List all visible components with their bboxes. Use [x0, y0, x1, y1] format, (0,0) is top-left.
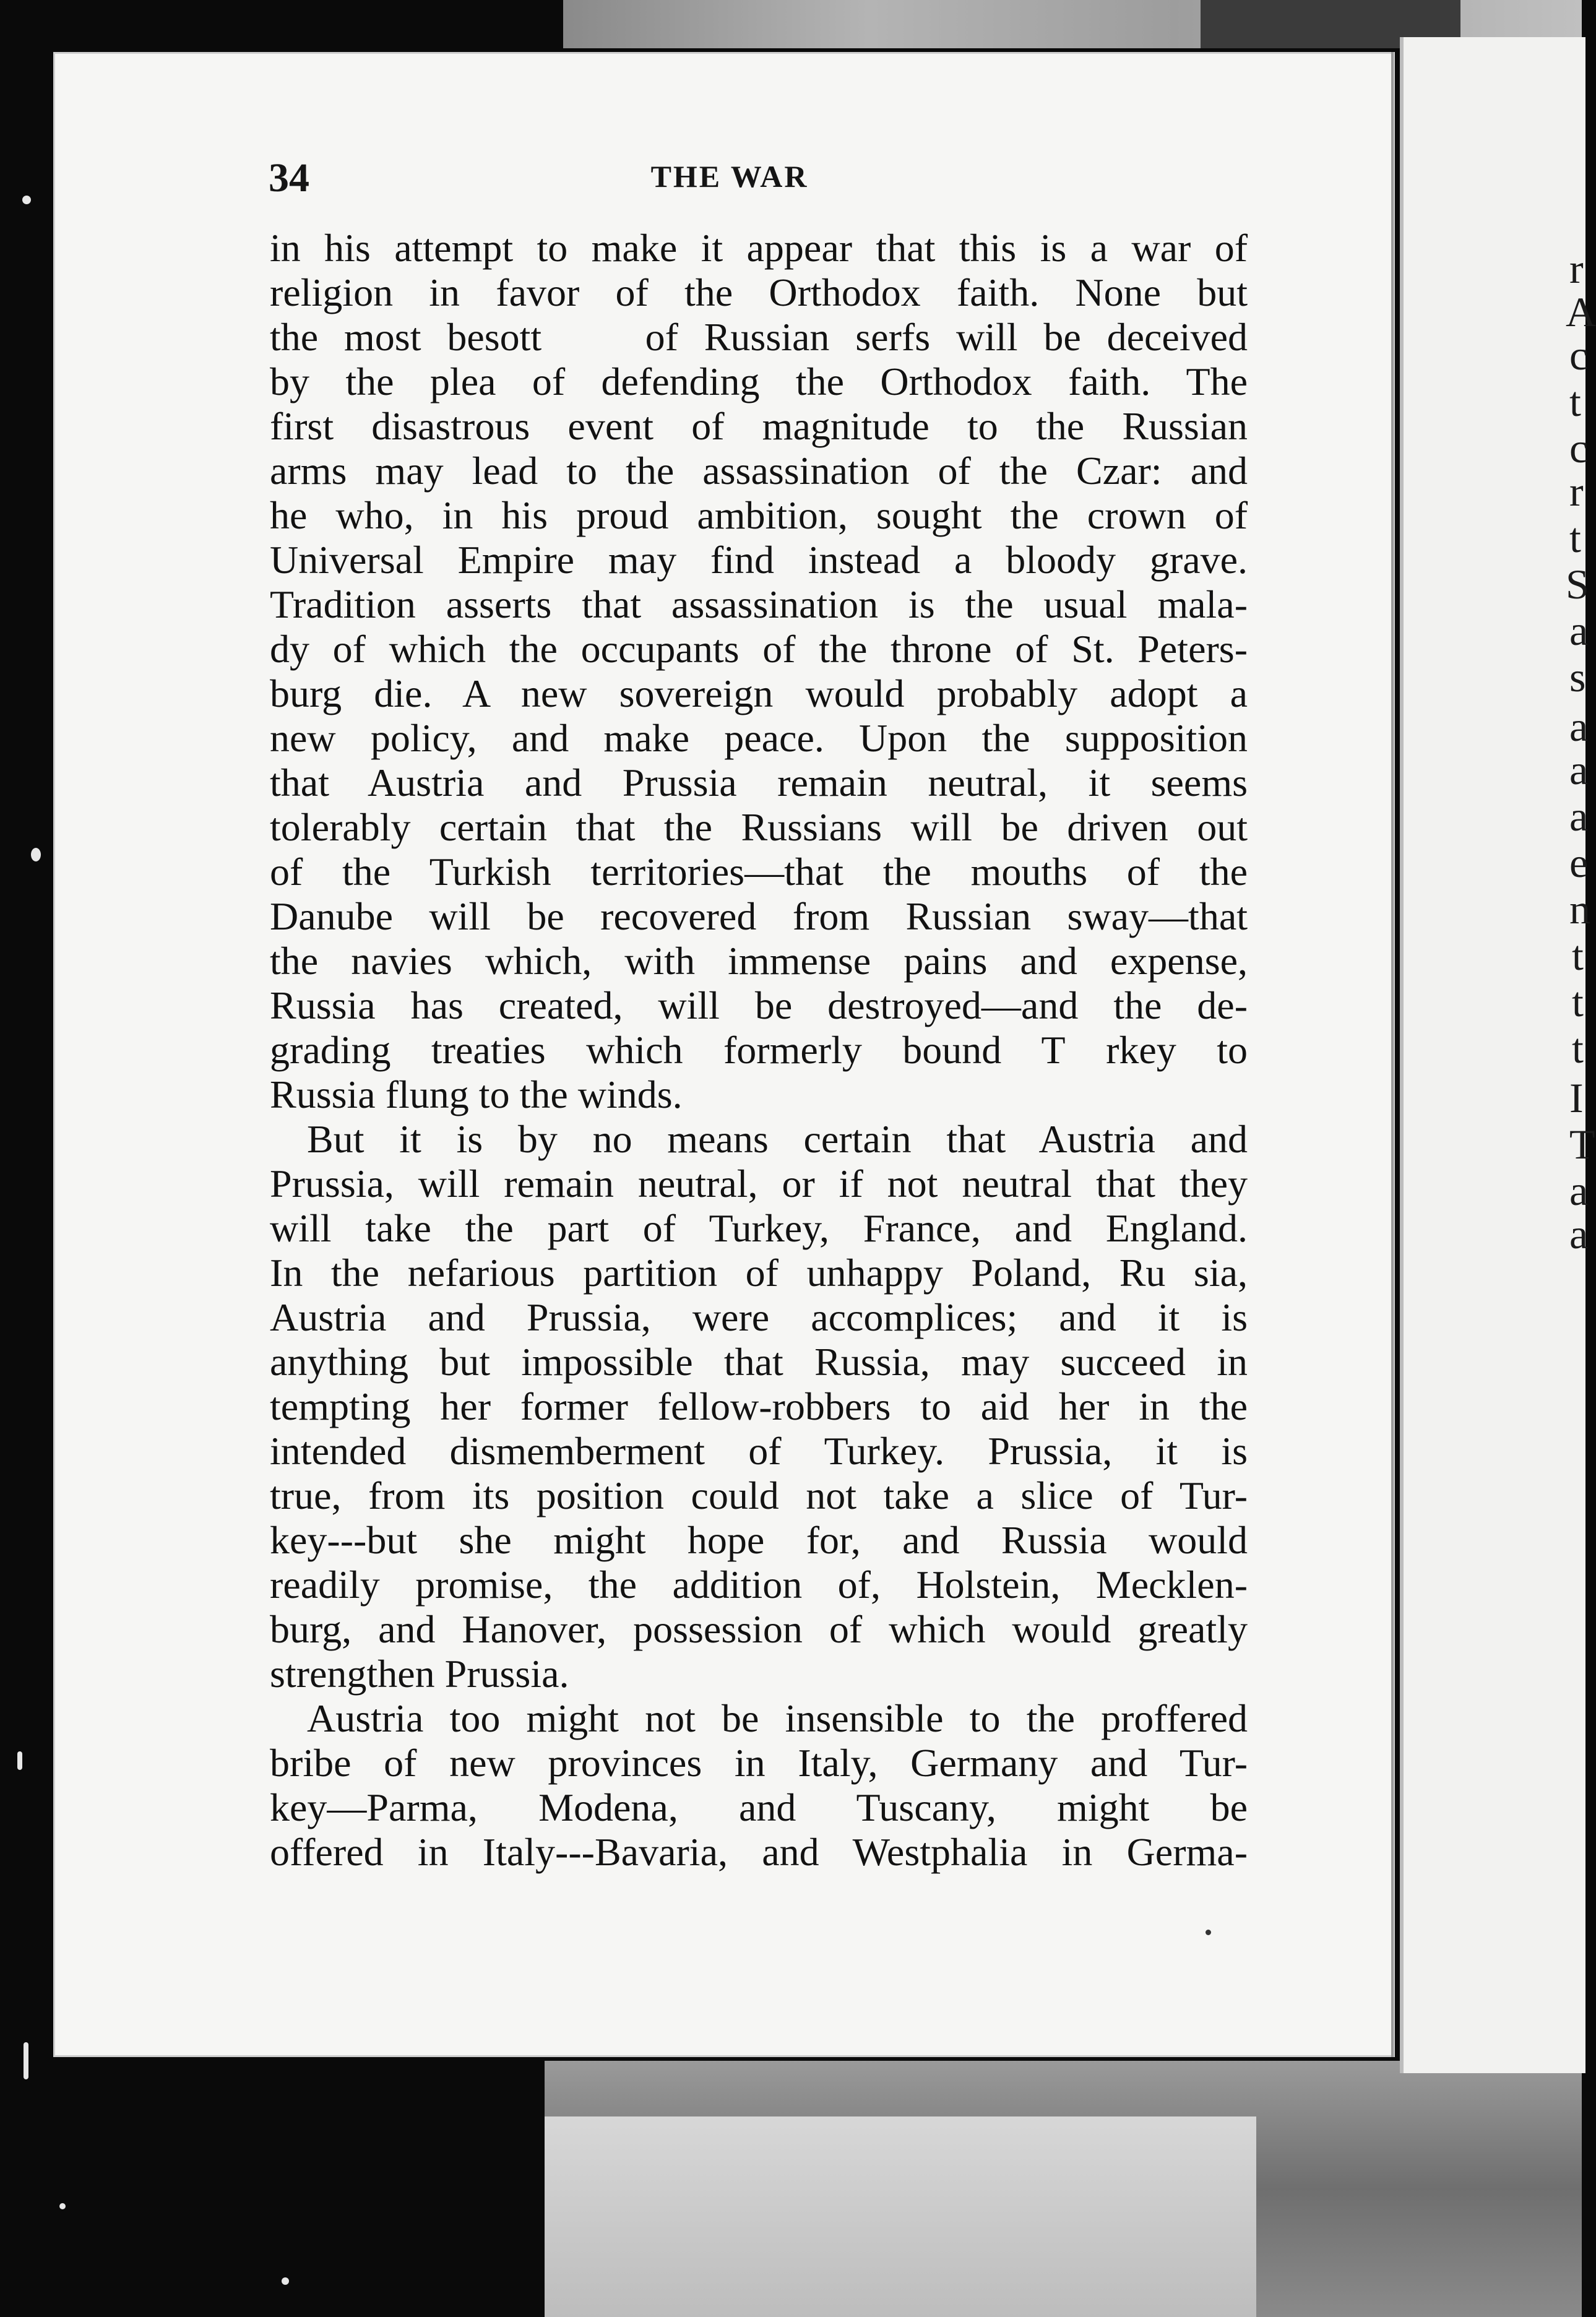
facing-page-letter: a [1569, 1167, 1589, 1214]
dust-speck [59, 2203, 66, 2209]
text-line: Universal Empire may find instead a bloody grave. [270, 538, 1248, 582]
bottom-cover-highlight [545, 2116, 1256, 2317]
facing-page-letter: a [1569, 607, 1589, 654]
text-line: that Austria and Prussia remain neutral, it seems [270, 761, 1248, 805]
text-line: the navies which, with immense pains and expense, [270, 939, 1248, 983]
text-line: intended dismemberment of Turkey. Prussia, it is [270, 1429, 1248, 1473]
text-line: first disastrous event of magnitude to the Russian [270, 404, 1248, 448]
facing-page-letter: a [1569, 746, 1589, 793]
running-title: THE WAR [650, 159, 809, 194]
facing-page-letter: I [1569, 1074, 1584, 1121]
text-line: arms may lead to the assassination of the Czar: and [270, 449, 1248, 493]
text-line: by the plea of defending the Orthodox faith. The [270, 360, 1248, 403]
facing-page-letter: a [1569, 703, 1589, 750]
facing-page-letter: c [1569, 425, 1589, 472]
facing-page-letter: t [1572, 1025, 1584, 1072]
text-line: in his attempt to make it appear that this is a war of [270, 226, 1248, 270]
text-line: he who, in his proud ambition, sought the crown of [270, 493, 1248, 537]
facing-page-letter: a [1569, 1210, 1589, 1258]
text-line: readily promise, the addition of, Holstein, Mecklen- [270, 1563, 1248, 1607]
dust-speck [282, 2277, 289, 2285]
facing-page-letter: e [1569, 839, 1589, 886]
running-head [215, 155, 1298, 210]
facing-page-letter: S [1566, 561, 1589, 608]
text-line: bribe of new provinces in Italy, Germany and Tur- [270, 1741, 1248, 1785]
page-edge-shadow [1391, 52, 1394, 2057]
text-line: In the nefarious partition of unhappy Poland, Ru sia, [270, 1251, 1248, 1295]
text-line: strengthen Prussia. [270, 1652, 569, 1696]
text-line: burg, and Hanover, possession of which would greatly [270, 1607, 1248, 1651]
text-line: of the Turkish territories—that the mouths of the [270, 850, 1248, 894]
text-line: religion in favor of the Orthodox faith. None but [270, 270, 1248, 314]
text-line: Danube will be recovered from Russian sway—that [270, 894, 1248, 938]
facing-page-letter: T [1569, 1121, 1595, 1168]
dust-speck [17, 1751, 22, 1770]
text-line: Prussia, will remain neutral, or if not neutral that they [270, 1162, 1248, 1206]
facing-page-letter: c [1569, 332, 1589, 379]
text-line: But it is by no means certain that Austria and [307, 1117, 1248, 1161]
text-line: tolerably certain that the Russians will be driven out [270, 805, 1248, 849]
facing-page-letter: t [1572, 978, 1584, 1025]
text-line: the most besott of Russian serfs will be deceived [270, 315, 1248, 359]
facing-page-letter: r [1569, 468, 1584, 515]
facing-page-letter: a [1569, 793, 1589, 840]
text-line: Russia flung to the winds. [270, 1072, 683, 1116]
page-number: 34 [269, 155, 309, 201]
text-line: tempting her former fellow-robbers to aid her in the [270, 1384, 1248, 1428]
text-line: new policy, and make peace. Upon the supposition [270, 716, 1248, 760]
facing-page-letter: r [1569, 245, 1584, 292]
dust-speck [22, 196, 31, 204]
text-line: key---but she might hope for, and Russia would [270, 1518, 1248, 1562]
dust-speck [31, 848, 41, 861]
facing-page-letter: t [1569, 514, 1581, 561]
text-line: grading treaties which formerly bound T rkey to [270, 1028, 1248, 1072]
text-line: burg die. A new sovereign would probably adopt a [270, 671, 1248, 715]
body-text [270, 226, 1248, 1875]
paragraph [270, 1696, 1248, 1875]
facing-page-letter: s [1569, 654, 1586, 701]
text-line: Tradition asserts that assassination is the usual mala- [270, 582, 1248, 626]
text-line: Russia has created, will be destroyed—and the de- [270, 983, 1248, 1027]
facing-page-letter: n [1569, 886, 1590, 933]
text-line: anything but impossible that Russia, may succeed in [270, 1340, 1248, 1384]
text-line: key—Parma, Modena, and Tuscany, might be [270, 1785, 1248, 1829]
facing-page-edge [1400, 37, 1596, 2073]
ink-dot [1206, 1930, 1211, 1935]
paragraph [270, 1117, 1248, 1696]
facing-page-letter: t [1572, 932, 1584, 979]
facing-page-letter: t [1569, 378, 1581, 425]
text-line: Austria and Prussia, were accomplices; and it is [270, 1295, 1248, 1339]
paragraph [270, 226, 1248, 1117]
text-line: dy of which the occupants of the throne of St. Peters- [270, 627, 1248, 671]
text-line: true, from its position could not take a slice of Tur- [270, 1473, 1248, 1517]
dust-speck [24, 2042, 28, 2079]
facing-page-letter: A [1566, 288, 1596, 335]
text-line: offered in Italy---Bavaria, and Westphalia in Germa- [270, 1830, 1248, 1874]
text-line: will take the part of Turkey, France, and England. [270, 1206, 1248, 1250]
text-line: Austria too might not be insensible to the proffered [307, 1696, 1248, 1740]
